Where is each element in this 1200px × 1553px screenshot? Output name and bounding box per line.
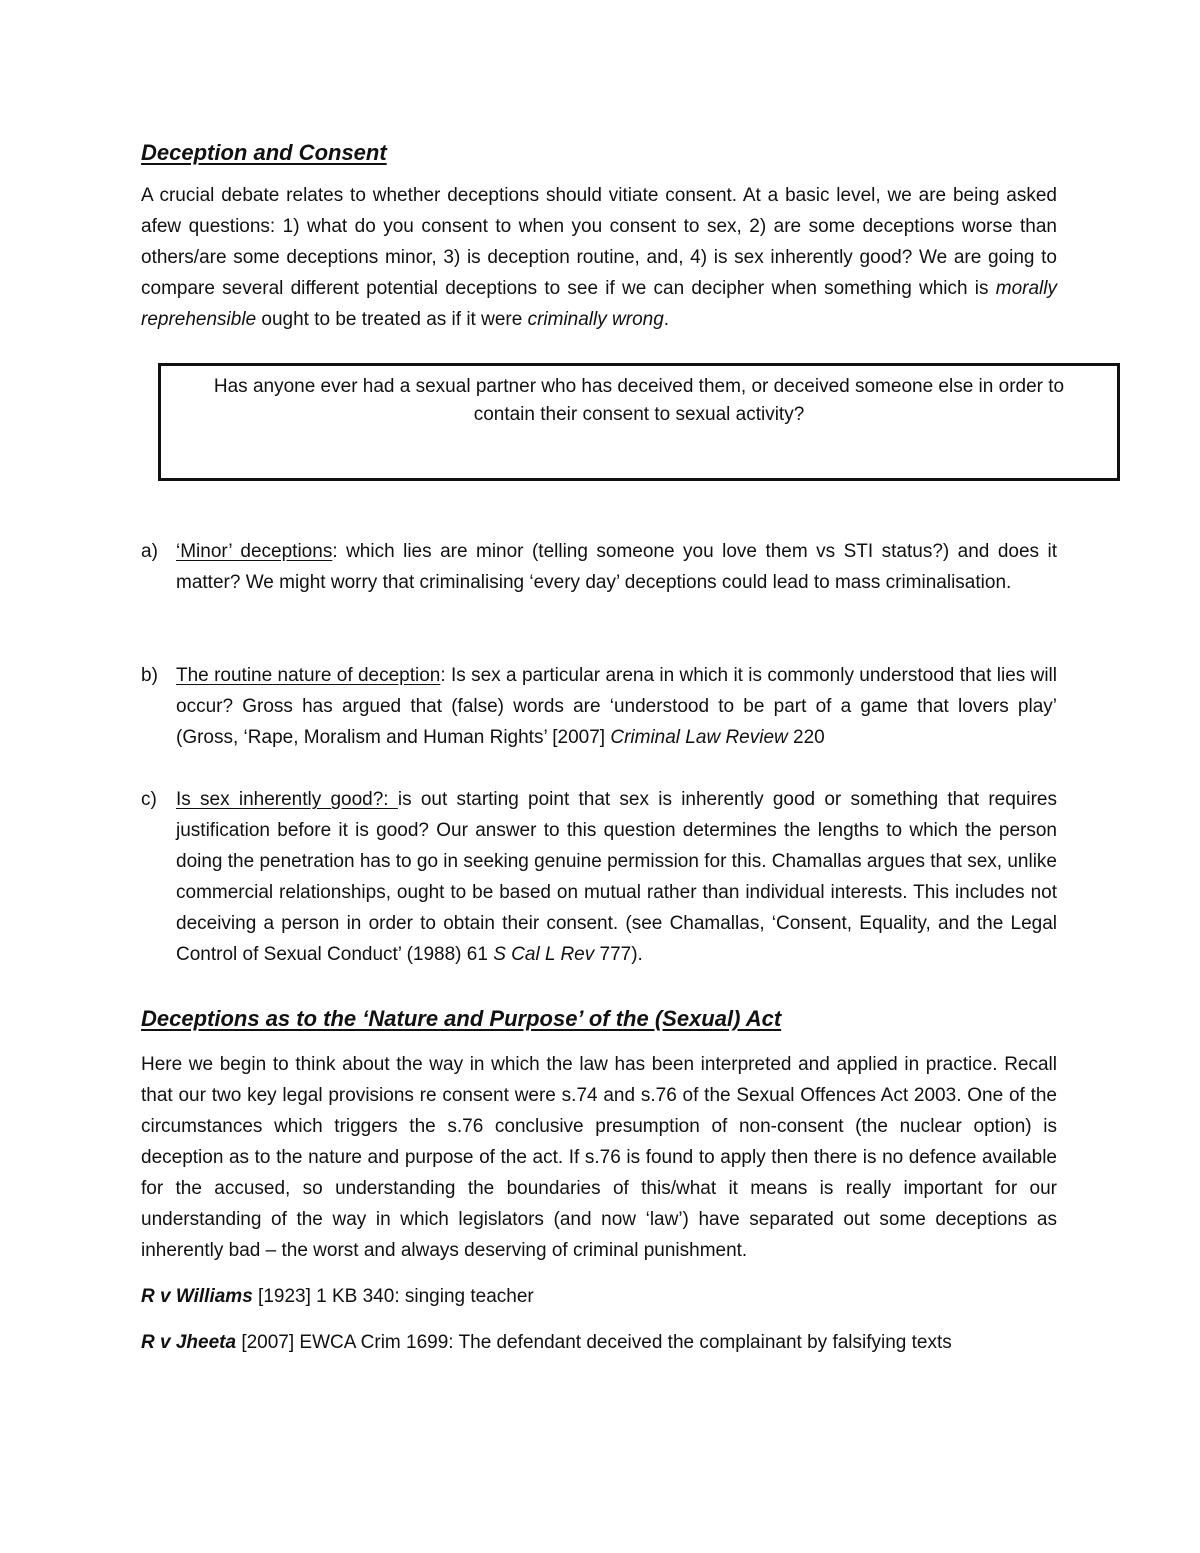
list-marker: a) bbox=[141, 541, 158, 562]
intro-emphasis-morally: morally reprehensible bbox=[141, 278, 1057, 330]
list-marker: b) bbox=[141, 665, 158, 686]
list-item-inherently-good bbox=[141, 784, 1057, 970]
nature-purpose-paragraph: Here we begin to think about the way in which the law has been interpreted and applied in practice. Recall that our two key legal provisions re consent were s.74 and s.76 of the Sexual Offences Act 2003. One of the circumstances which triggers the s.76 conclusive presumption of non-consent (the nuclear option) is deception as to the nature and purpose of the act. If s.76 is found to apply then there is no defence available for the accused, so understanding the boundaries of this/what it means is really important for our understanding of the way in which legislators (and now ‘law’) have separated out some deceptions as inherently bad – the worst and always deserving of criminal punishment. bbox=[141, 1054, 1057, 1261]
intro-emphasis-criminally: criminally wrong bbox=[527, 309, 664, 330]
case-text: [1923] 1 KB 340: singing teacher bbox=[252, 1286, 534, 1307]
intro-text-c: . bbox=[663, 309, 670, 330]
list-item-label: The routine nature of deception bbox=[176, 665, 441, 686]
list-item-label: Is sex inherently good?: bbox=[176, 789, 398, 810]
document-content bbox=[141, 140, 1065, 1358]
discussion-question-text: Has anyone ever had a sexual partner who has deceived them, or deceived someone else in order to contain their consent to sexual activity? bbox=[213, 376, 1065, 425]
intro-text-a: A crucial debate relates to whether deceptions should vitiate consent. At a basic level, we are being asked afew questions: 1) what do you consent to when you consent to sex, 2) are some deceptions worse than others/are some deceptions minor, 3) is deception routine, and, 4) is sex inherently good? We are going to compare several different potential deceptions to see if we can decipher when something which is bbox=[141, 185, 1057, 299]
case-williams bbox=[141, 1281, 1057, 1312]
list-marker: c) bbox=[141, 789, 157, 810]
list-item-tail: 220 bbox=[787, 727, 825, 748]
list-item-label: ‘Minor’ deceptions bbox=[176, 541, 333, 562]
journal-title: Criminal Law Review bbox=[610, 727, 788, 748]
case-jheeta bbox=[141, 1327, 1057, 1358]
intro-text-b: ought to be treated as if it were bbox=[256, 309, 528, 330]
list-item-text: is out starting point that sex is inherently good or something that requires justification before it is good? Our answer to this question determines the lengths to which the person doing the penetration has to go in seeking genuine permission for this. Chamallas argues that sex, unlike commercial relationships, ought to be based on mutual rather than individual interests. This includes not deceiving a person in order to obtain their consent. (see Chamallas, ‘Consent, Equality, and the Legal Control of Sexual Conduct’ (1988) 61 bbox=[176, 789, 1057, 965]
deception-list bbox=[141, 536, 1057, 970]
list-item-tail: 777). bbox=[594, 944, 643, 965]
case-text: [2007] EWCA Crim 1699: The defendant deceived the complainant by falsifying texts bbox=[236, 1332, 952, 1353]
intro-paragraph bbox=[141, 180, 1057, 335]
list-item-minor bbox=[141, 536, 1057, 598]
case-name: R v Williams bbox=[141, 1286, 253, 1307]
journal-title: S Cal L Rev bbox=[493, 944, 595, 965]
section-heading-deception-consent: Deception and Consent bbox=[141, 140, 387, 165]
list-item-text: : which lies are minor (telling someone you love them vs STI status?) and does it matter? We might worry that criminalising ‘every day’ deceptions could lead to mass criminalisation. bbox=[176, 541, 1058, 593]
list-item-text: : Is sex a particular arena in which it is commonly understood that lies will occur? Gross has argued that (false) words are ‘understood to be part of a game that lovers play’ (Gross, ‘Rape, Moralism and Human Rights’ [2007] bbox=[176, 665, 1057, 748]
list-item-routine bbox=[141, 660, 1057, 753]
section-heading-nature-purpose: Deceptions as to the ‘Nature and Purpose’ of the (Sexual) Act bbox=[141, 1006, 782, 1031]
discussion-question-box bbox=[158, 363, 1120, 481]
case-name: R v Jheeta bbox=[141, 1332, 237, 1353]
